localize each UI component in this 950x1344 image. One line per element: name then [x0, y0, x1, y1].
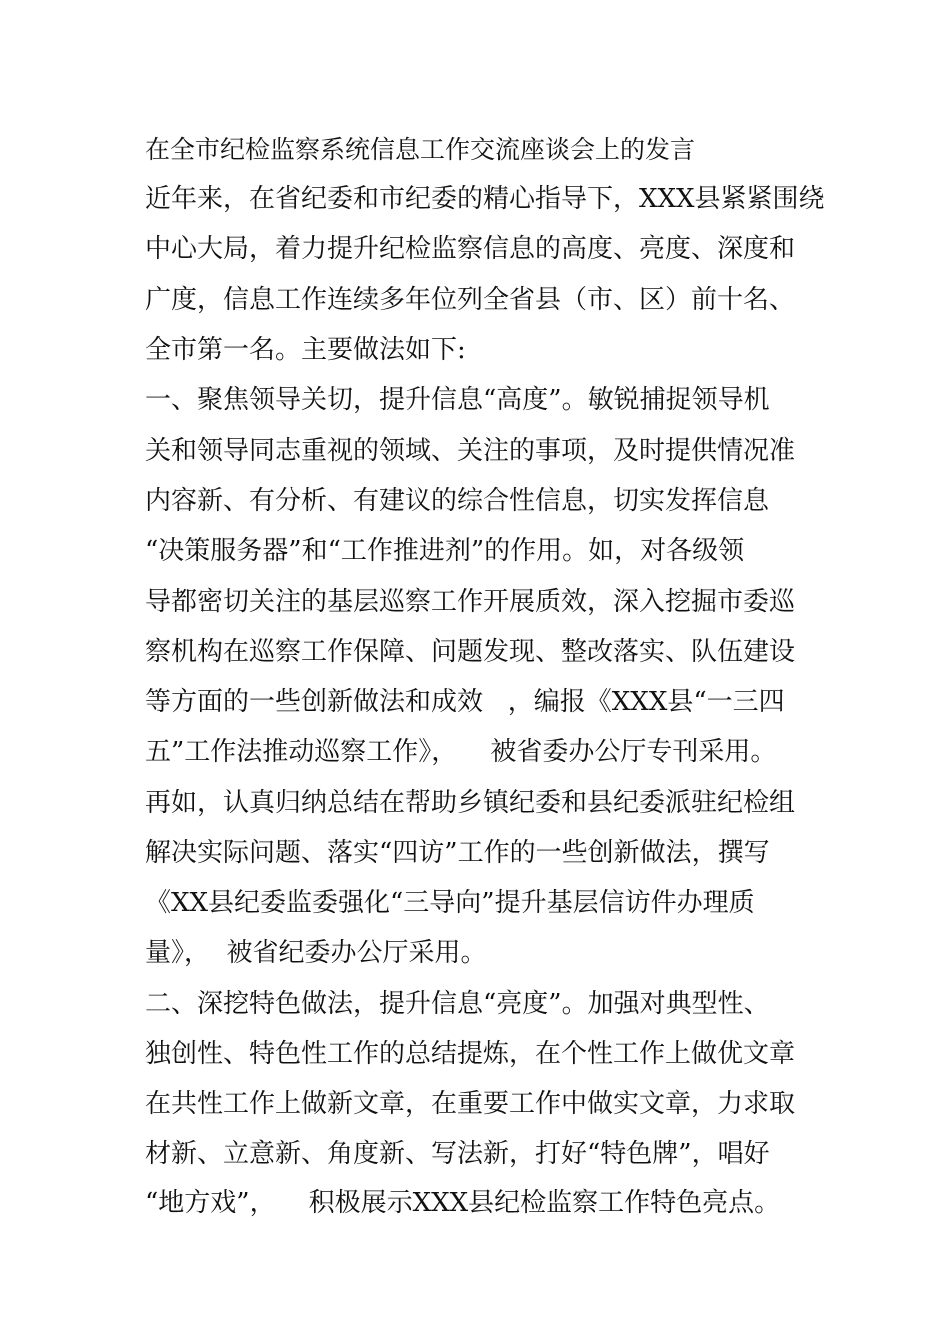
body-line: 材新、立意新、角度新、写法新，打好“特色牌”，唱好 [145, 1139, 770, 1169]
body-line: 解决实际问题、落实“四访”工作的一些创新做法，撰写 [145, 838, 770, 868]
body-line: 一、聚焦领导关切，提升信息“高度”。敏锐捕捉领导机 [145, 385, 770, 415]
body-line: 中心大局，着力提升纪检监察信息的高度、亮度、深度和 [145, 234, 796, 264]
body-line: 广度，信息工作连续多年位列全省县（市、区）前十名、 [145, 285, 796, 315]
body-line: 《XX县纪委监委强化“三导向”提升基层信访件办理质 [145, 888, 755, 918]
body-line: 量》， 被省纪委办公厅采用。 [145, 938, 487, 968]
body-line: 关和领导同志重视的领域、关注的事项，及时提供情况准 [145, 436, 796, 466]
body-line: 在共性工作上做新文章，在重要工作中做实文章，力求取 [145, 1089, 796, 1119]
body-line: 独创性、特色性工作的总结提炼，在个性工作上做优文章 [145, 1039, 796, 1069]
body-line: 二、深挖特色做法，提升信息“亮度”。加强对典型性、 [145, 989, 770, 1019]
body-line: “决策服务器”和“工作推进剂”的作用。如，对各级领 [145, 536, 745, 566]
body-line: 近年来，在省纪委和市纪委的精心指导下，XXX县紧紧围绕 [145, 184, 825, 214]
body-line: 五”工作法推动巡察工作》， 被省委办公厅专刊采用。 [145, 737, 777, 767]
body-line: 导都密切关注的基层巡察工作开展质效，深入挖掘市委巡 [145, 587, 796, 617]
body-line: 再如，认真归纳总结在帮助乡镇纪委和县纪委派驻纪检组 [145, 788, 796, 818]
body-line: 等方面的一些创新做法和成效 ，编报《XXX县“一三四 [145, 687, 785, 717]
body-line: 察机构在巡察工作保障、问题发现、整改落实、队伍建设 [145, 637, 796, 667]
body-line: “地方戏”， 积极展示XXX县纪检监察工作特色亮点。 [145, 1188, 781, 1218]
body-line: 内容新、有分析、有建议的综合性信息，切实发挥信息 [145, 486, 770, 516]
document-title: 在全市纪检监察系统信息工作交流座谈会上的发言 [145, 135, 696, 164]
body-line: 全市第一名。主要做法如下: [145, 335, 466, 365]
